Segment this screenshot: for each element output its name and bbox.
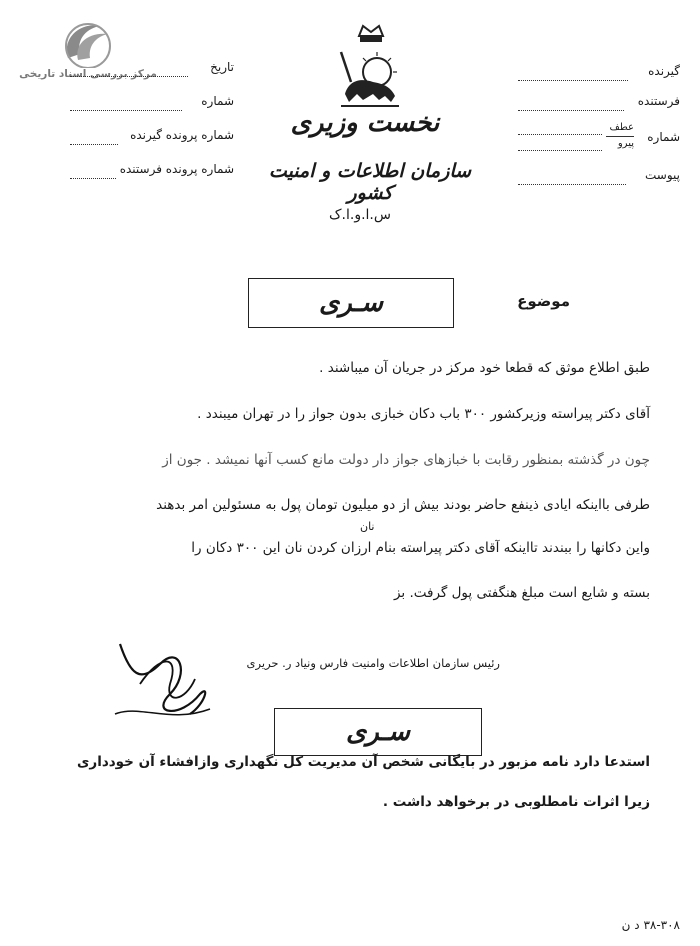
body-line-4: طرفی بااینکه ایادی ذینفع حاضر بودند بیش از دو میلیون تومان پول به مسئولین امر بدهند xyxy=(156,497,650,513)
field-ref-bottom-line xyxy=(518,150,602,151)
classification-stamp-top-text: سـری xyxy=(318,288,384,318)
emblem-organization: سازمان اطلاعات و امنیت کشور xyxy=(268,160,472,204)
subject-label: موضوع xyxy=(517,292,570,310)
body-line-2: آقای دکتر پیراسته وزیرکشور ۳۰۰ باب دکان خبازی بدون جواز را در تهران میبندد . xyxy=(197,406,650,422)
field-number-label: شماره xyxy=(201,94,234,108)
classification-stamp-bottom xyxy=(274,708,482,756)
classification-stamp-bottom-text: سـری xyxy=(345,717,411,747)
field-attachment-line xyxy=(518,184,626,185)
field-ref-divider xyxy=(606,136,634,137)
field-receiver-line xyxy=(518,80,628,81)
body-line-5: واین دکانها را ببندند تااینکه آقای دکتر پیراسته بنام ارزان کردن نان این ۳۰۰ دکان را xyxy=(191,540,650,556)
body-line-3: چون در گذشته بمنظور رقابت با خبازهای جواز دار دولت مانع کسب آنها نمیشد . جون از xyxy=(162,452,650,468)
field-number-line xyxy=(70,110,182,111)
field-receiver-file-line xyxy=(70,144,118,145)
field-ref-top-line xyxy=(518,134,602,135)
field-receiver-label: گیرنده xyxy=(648,64,680,78)
emblem-title: نخست وزیری xyxy=(290,108,440,138)
footer-document-code: ۳۸-۳۰۸ د ن xyxy=(621,918,680,932)
closing-line-2: زیرا اثرات نامطلوبی در برخواهد داشت . xyxy=(382,794,650,810)
field-sender-label: فرستنده xyxy=(637,94,680,108)
archive-logo-caption: مرکز بررسی اسناد تاریخی xyxy=(19,68,157,80)
lion-and-sun-crown-emblem-icon xyxy=(333,22,409,112)
emblem-abbreviation: س.ا.و.ا.ک xyxy=(329,207,391,223)
archive-logo xyxy=(18,18,158,88)
field-ref-number-label: شماره xyxy=(647,130,680,144)
archive-logo-icon xyxy=(58,18,118,68)
signatory-title: رئیس سازمان اطلاعات وامنیت فارس ونیاد ر. حریری xyxy=(246,656,500,670)
field-sender-line xyxy=(518,110,624,111)
field-receiver-file-label: شماره پرونده گیرنده xyxy=(130,128,234,142)
body-line-6: بسته و شایع است مبلغ هنگفتی پول گرفت. بز xyxy=(393,585,650,601)
body-line-1: طبق اطلاع موثق که قطعا خود مرکز در جریان آن میباشند . xyxy=(319,360,650,376)
field-date-label: تاریخ xyxy=(210,60,234,74)
field-attachment-label: پیوست xyxy=(645,168,680,182)
handwritten-signature xyxy=(110,624,230,734)
field-ref-bottom-label: پیرو xyxy=(617,138,634,149)
closing-line-1: استدعا دارد نامه مزبور در بایگانی شخص آن مدیریت کل نگهداری وازافشاء آن خودداری xyxy=(77,754,650,770)
field-sender-file-line xyxy=(70,178,116,179)
field-sender-file-label: شماره پرونده فرستنده xyxy=(119,162,234,176)
field-ref-top-label: عطف xyxy=(609,122,634,133)
body-line-5-insert: نان xyxy=(360,520,375,533)
field-date-line xyxy=(70,76,188,77)
classification-stamp-top xyxy=(248,278,454,328)
